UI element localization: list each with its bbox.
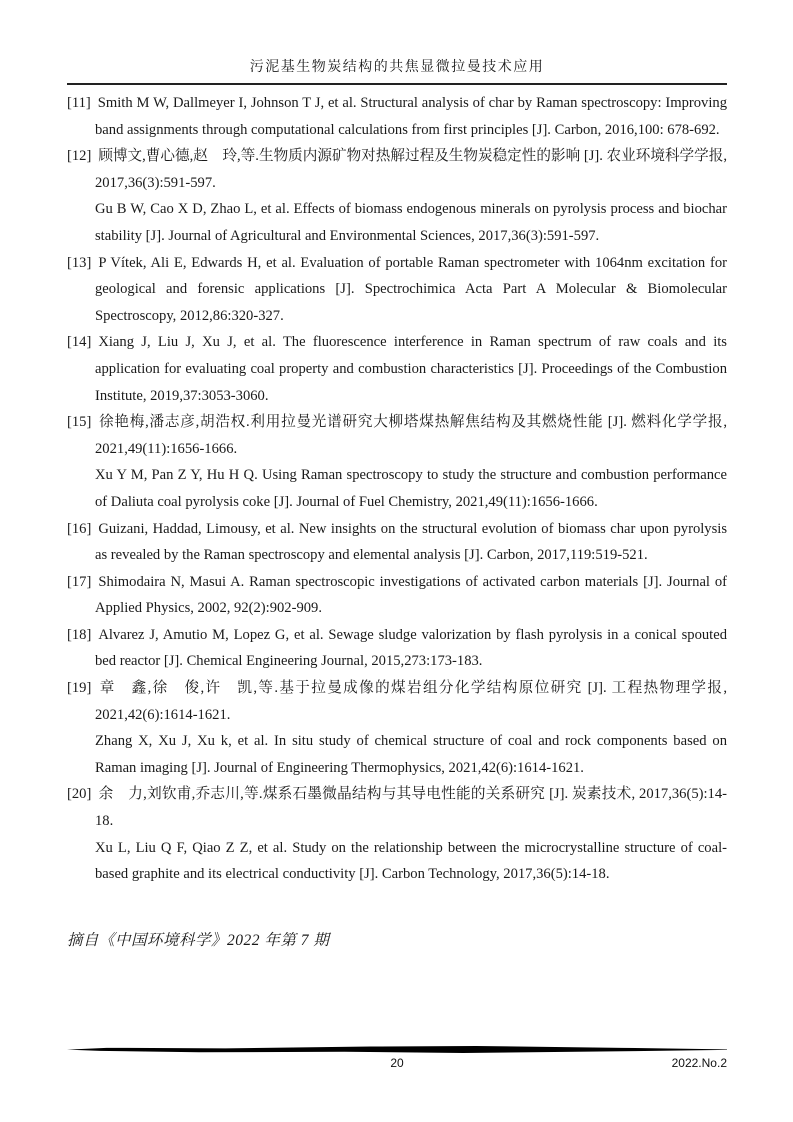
footer-row [67,1056,727,1074]
reference-text: Alvarez J, Amutio M, Lopez G, et al. Sewage sludge valorization by flash pyrolysis in a conical spouted bed reactor [J]. Chemical Engineering Journal, 2015,273:173-183. [95,626,727,670]
reference-marker: [12] [67,148,92,165]
reference-text: 余 力,刘钦甫,乔志川,等.煤系石墨微晶结构与其导电性能的关系研究 [J]. 炭素技术, 2017,36(5):14-18. [95,786,727,830]
reference-translation: Gu B W, Cao X D, Zhao L, et al. Effects of biomass endogenous minerals on pyrolysis process and biochar stability [J]. Journal of Agricultural and Environmental Sciences, 2017,36(3):591-597. [95,201,727,244]
header-rule [67,83,727,85]
running-header-title: 污泥基生物炭结构的共焦显微拉曼技术应用 [249,60,545,75]
source-note: 摘自《中国环境科学》2022 年第 7 期 [67,931,330,949]
reference-item [67,781,727,887]
reference-item [67,90,727,143]
reference-item [67,409,727,515]
reference-text: 顾博文,曹心德,赵 玲,等.生物质内源矿物对热解过程及生物炭稳定性的影响 [J]. 农业环境科学学报, 2017,36(3):591-597. [95,148,727,191]
reference-item [67,569,727,622]
reference-text: 章 鑫,徐 俊,许 凯,等.基于拉曼成像的煤岩组分化学结构原位研究 [J]. 工程热物理学报, 2021,42(6):1614-1621. [95,680,727,723]
reference-item [67,250,727,330]
reference-marker: [19] [67,680,92,697]
reference-marker: [13] [67,254,92,271]
reference-marker: [11] [67,95,91,111]
reference-marker: [14] [67,334,92,351]
page-footer [67,1046,727,1074]
reference-item [67,675,727,781]
footer-page-number: 20 [390,1056,404,1070]
reference-marker: [18] [67,626,92,643]
footer-rule [67,1046,727,1053]
reference-translation: Zhang X, Xu J, Xu k, et al. In situ study of chemical structure of coal and rock components based on Raman imaging [J]. Journal of Engineering Thermophysics, 2021,42(6):1614-1621. [95,733,727,776]
reference-item [67,143,727,249]
reference-text: Xiang J, Liu J, Xu J, et al. The fluorescence interference in Raman spectrum of raw coals and its application for evaluating coal property and combustion characteristics [J]. Proceedings of the Combustion Institute, 2019,37:3053-3060. [95,334,727,404]
reference-marker: [20] [67,786,92,803]
reference-marker: [16] [67,520,92,537]
reference-item [67,516,727,569]
reference-list [67,90,727,888]
reference-text: P Vítek, Ali E, Edwards H, et al. Evaluation of portable Raman spectrometer with 1064nm excitation for geological and forensic applications [J]. Spectrochimica Acta Part A Molecular & Biomolecular Spectroscopy, 2012,86:320-327. [95,254,727,324]
reference-text: 徐艳梅,潘志彦,胡浩权.利用拉曼光谱研究大柳塔煤热解焦结构及其燃烧性能 [J]. 燃料化学学报, 2021,49(11):1656-1666. [95,414,727,457]
reference-text: Guizani, Haddad, Limousy, et al. New insights on the structural evolution of biomass char upon pyrolysis as revealed by the Raman spectroscopy and elemental analysis [J]. Carbon, 2017,119:519-521. [95,520,727,564]
page-content [67,56,727,950]
reference-item [67,622,727,675]
reference-translation: Xu L, Liu Q F, Qiao Z Z, et al. Study on the relationship between the microcrystalline structure of coal-based graphite and its electrical conductivity [J]. Carbon Technology, 2017,36(5):14-18. [95,839,727,883]
reference-translation: Xu Y M, Pan Z Y, Hu H Q. Using Raman spectroscopy to study the structure and combustion performance of Daliuta coal pyrolysis coke [J]. Journal of Fuel Chemistry, 2021,49(11):1656-1666. [95,467,727,510]
footer-issue-label: 2022.No.2 [671,1056,727,1070]
reference-text: Smith M W, Dallmeyer I, Johnson T J, et al. Structural analysis of char by Raman spectroscopy: Improving band assignments through computational calculations from first principles [J]. Carbon, 2016,100: 678-692. [95,95,727,138]
reference-item [67,329,727,409]
reference-marker: [17] [67,573,92,590]
reference-marker: [15] [67,414,92,431]
reference-text: Shimodaira N, Masui A. Raman spectroscopic investigations of activated carbon materials [J]. Journal of Applied Physics, 2002, 92(2):902-909. [95,573,727,617]
